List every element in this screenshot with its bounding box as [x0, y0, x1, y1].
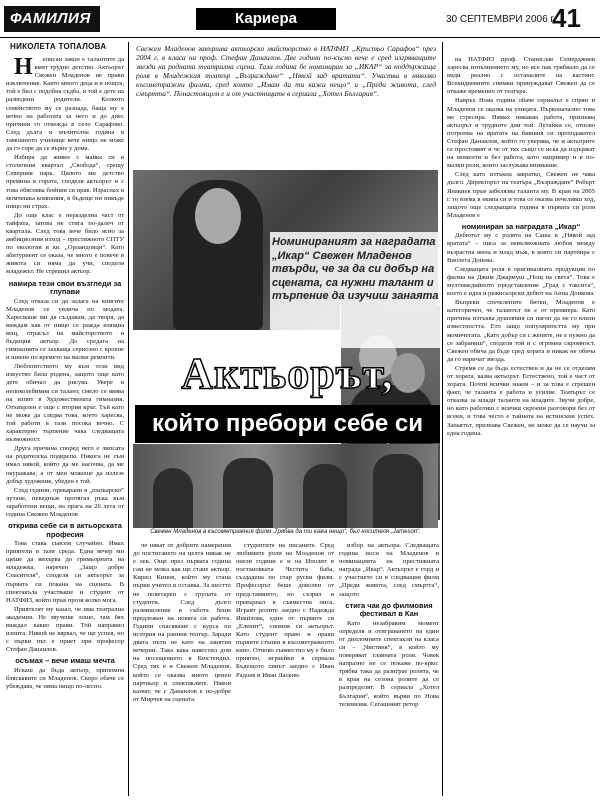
column-3: [236, 542, 334, 796]
pull-quote: Номинираният за наградата „Икар“ Свежен Младенов твърди, че за да си добър на сцената, са нужни талант и търпение да изучиш занаята: [270, 232, 442, 348]
film-still-photo: [133, 444, 438, 528]
paragraph: Въпреки спечелените битки, Младенов е категоричен, че талантът не е от премиера. Като причина изтъква душевния си нагон да не го влизи известността. Ето защо популярността му при момичетата. „Като добър си с жените, не е нужно да се забраниш“, споделя той и с огромна скромност. Свежен обича да бъде сред хората и никак не обича да го наричат звезда.: [447, 299, 595, 363]
page-header: [0, 0, 600, 38]
paragraph: Искаш да бъда актьор, припомня бляскавите си Младенов. Скоро обаче се убеждава, че няма нищо по-лесно.: [6, 666, 124, 691]
paragraph: Следващата роля в оригиналната продукция по филма на Джим Джармуш „Нощ на света“. Това е мултимедийното представление „Град с таксита“, което е идея и режисьорски дебют на Анна Донкова.: [447, 265, 595, 298]
column-2: [133, 542, 231, 796]
paragraph: Навръх Нова година обаче сериалът е спрян и Младенов се оказва на улицата. Първоначално това ме стресира. Нямах никаква работа, признава актьорът и трудните дни той. Лутайки се, отново потропва на вратата на бившия си преподавател Стефан Данаилов, който го уверява, че и актьорите се простоявят и че от тях също се иска да издържат на моменти и без работа, като например и в по-малки роли, които заслужава внимание.: [447, 97, 595, 170]
paragraph: След отказа си да залага на книгите Младенов се увлича по модата. Харесваше ми да създавам, да творя, да виждам как от нищо се ражда изящна вещ, отрасъл на майсторството и бъдещия актьор. До средата на гимназията се захваща сериозно с кроене и шиене по времето на малки ремонти.: [6, 297, 124, 362]
headline-sub: който пребори себе си: [135, 405, 440, 443]
paragraph: че някат от добрите намерения до постигането на целта никак не е лек. Още през първата година сам не можа как ще стане актьор. Кирил Кинов, който му стана първи учител в оставка. За шестте не поветарен с групата от студенти. След дълго размишление в събота беше предложен на новата си работа. Години спасяваше с курса по история на ранния театър. Заради двата пъти не като на занятия вечерни. Така кака навестил дом на посещението в Кюстендил. Сред тях е и Свежен Младенов, който се оказва много ценен партньор в спектаклите. Някои казват, че с Данаилов е по-добре от Мирчев на сцената.: [133, 542, 231, 703]
paragraph: Като незабравим момент определя и отиграването на един от дипломните спектакли на класа си – „Чистиня“, в който му поверяват главната роля. Човек напразно не се покаже по-ярко: трябва така да разиграе ролята, че в края на сезона ролите да се разпределят. В сериала „Хотел България“, който върви по Нова телевизия. Сегашният ретор: [339, 619, 439, 708]
column-4: [339, 542, 439, 796]
page-number: 41: [552, 3, 581, 33]
film-figure-4: [373, 454, 423, 528]
paragraph: Приятелят му казал, че има театрална академия. Не звучеше лошо, там бях виждал какво прави. Той направил изпита. Никой не вярвал, че ще успея, но с първи път е приет при професор Стефан Данаилов.: [6, 605, 124, 654]
subheading: намира тези свои възгледи за глупави: [8, 278, 122, 297]
paragraph: До още клас е неразделна част от тайфата, затова не стига по-далеч от квартала. След това вече било ясно за амбициозния изход – престижното СПТУ по екология в кв. „Орландовци“. Като абитуриент се оказа, че много е повече в живота си няма да учи, споделя младежът. Не сгрешил актьор.: [6, 211, 124, 276]
film-figure-1: [153, 468, 193, 528]
paragraph: Дебютът му с ролята на Саша в „Някой зад вратата“ – писа за невъзможната любов между възрастна жена и млад мъж, в която си партнира с Виолета Донева.: [447, 232, 595, 264]
paragraph: на НАТФИЗ проф. Станислав Семерджиев харесва изпълнението му, но все пак трябвало да се види реално с останалите на кастинг. Всекидневните снимки принуждават Свежен да се откаже временно от театъра.: [447, 56, 595, 96]
photo-face: [195, 188, 241, 244]
paragraph: Избира да живее с майка си в столичния квартал „Свобода“, срещу Северния парк. Цялото ми детство премина в гората, споделя актьорът и с това обяснява бойния си нрав. Израснах в момчешка компания, в бъдеще ни никъде нищо ни страх.: [6, 154, 124, 210]
paragraph: Любопитството му към този вид изкуство била родена, защото още като дете обичал да рисува. Увере в непоколебимия си талант, смело се явява на изпит в Художествената гимназия. Отхвърлен е още с втория кръг. Тъй като не може да следва това, което харесва, той работи в тази посока вечно. С характерно търпение чака следващата възможност.: [6, 363, 124, 444]
paragraph-text: еписан закон е талантите да вмят трудно детство. Актьорът Свежен Младенов не прави изключение. Както много деца и в нощта, той е бил с подобна съдба, и той е дете на разведени родители. Колкото семейството му се разпада, баща му е вечно на работата за него и до днес причини го отвежда в село Сарафово. След дълга и мъчителна година в тамошното училище вече нищо не може да го спре да се върне у дома.: [6, 56, 124, 153]
author-byline: НИКОЛЕТА ТОПАЛОВА: [10, 42, 107, 51]
paragraph: Друга причина според него е липсата на родителска подкрепа. Никога не съм имал някой, който да ме насочва, да ме окуражава, а от мен можеше да излезе добър художник, убеден е той.: [6, 445, 124, 485]
issue-date: 30 СЕПТЕМВРИ 2006 г.: [446, 14, 556, 25]
paragraph: [6, 56, 124, 153]
subheading: осъмах – вече имаш мечта: [15, 656, 115, 666]
drop-cap: Н: [14, 56, 33, 80]
paragraph: Това става съвсем случайно. Имах приятели в тази среда. Една вечер ми щеше да вихърва до гримьорната на младежка, наречен „Защо добре Спасителя“, споделя си актьорът за първата си покана на сцената. В спектакъла участваше и студент от НАТФИЗ, който пръв прозя колко мога.: [6, 540, 124, 604]
paragraph: Стремя се да бъда естествен и да не се отделям от хората, казва актьорът. Естествено, той е част от хората. Почти всички знаем – и за това е сгрешен факт, че таланта е работа и усилие. Театърът се отказва за млади таланти на младите. Звучи добре, но като работиш с всички скроени разговори без от всеки, и това често е тайната на истинския успех. Занаятът, признава Свежен, не може да се научи за една година.: [447, 364, 595, 437]
paragraph: избор на актьора. Следващата година носи на Младенов в номинацията на престижната награда „Икар“. Актьорът е горд и с участието си в следващия филм „Преди живота, след смъртта“, защото: [339, 542, 439, 598]
column-rule: [442, 42, 443, 796]
photo-caption: Свежен Младенов в късометражния филм „Трябва да ти кажа нещо“, бъл носителя „Jameson“.: [150, 529, 421, 535]
paragraph: След като изтъкна закратко, Свежен не чака дълго. Директорът на театъра „Възраждане“ Робърт Янакиев пръв забелязва таланта му. В края на 2005 г. го взема в екипа си и това се оказва печеливш ход, защото още следващата година в първата си роля Младенов е: [447, 171, 595, 219]
paragraph: След години, прекарани в „пъпкарско“ лутане, неведнъж протягал ръка към заработени вещи, на прага на 26 лета от година Свежен Младенов: [6, 486, 124, 518]
magazine-logo: ФАМИЛИЯ: [4, 6, 100, 32]
column-5: [447, 56, 595, 796]
subheading: открива себе си в актьорската професия: [8, 521, 122, 539]
subheading: стига чак до филмовия фестивал в Кан: [345, 600, 433, 619]
headline-main: Актьорът,: [181, 349, 394, 398]
column-1: [6, 56, 124, 796]
paragraph: студентите на писаните. Сред любимите роли на Младенов от онези години е и на Иполит в постановката Честита баба, създадена по стар руски филм. Професорът беше доволен от представянето, но съзрял и превърнал в съвместна писа. Играят ролите заедно с Надежда Ивайлова, един от първите си „Еленит“, спомня си актьорът. Като студент право и прави първите стъпки в късометражното кино. Отново съвместно му е било приятно, играейки в сериала Бъдещото синът заедно с Иван Радоев и Иван Ласкин.: [236, 542, 334, 679]
film-figure-3: [303, 464, 347, 528]
section-title: Кариера: [196, 8, 336, 30]
column-rule: [128, 42, 129, 796]
subheading: номиниран за наградата „Икар“: [461, 221, 581, 231]
article-lead: Свежен Младенов завършва актьорско майсторство в НАТФИЗ „Кръстьо Сарафов“ през 2004 г. в класа на проф. Стефан Данаилов. Две години по-късно вече е сред изгряващите звезди на родната театрална сцена. Тази година бе номиниран за „ИКАР“ за поддържаща роля в Младежкия театър „Възраждане“ „Някой зад вратата“. Участва в няколко късометражни филма, сред които „Имам да ти кажа нещо“ и „Преди живота, след смъртта“. Понастоящем е и от участниците в сериала „Хотел България“.: [136, 44, 436, 98]
film-figure-2: [223, 458, 273, 528]
